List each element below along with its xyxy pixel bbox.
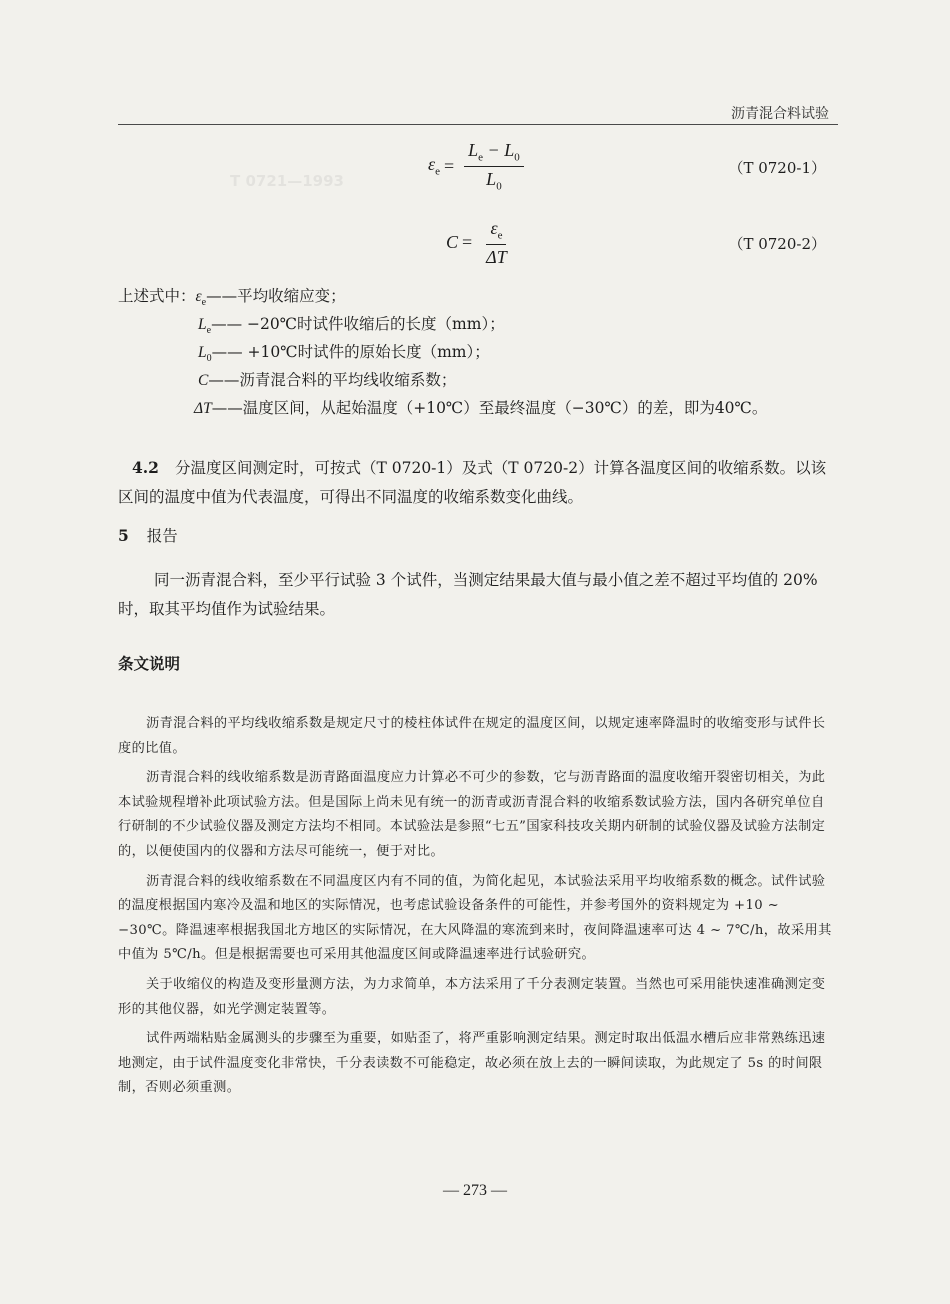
definition-row (118, 282, 767, 310)
formula2-fraction (482, 218, 511, 268)
definition-text: —— −20℃时试件收缩后的长度（mm）； (211, 315, 505, 333)
section-5-heading (118, 524, 178, 546)
definition-row (118, 394, 767, 422)
equation-number-1: （T 0720-1） (728, 159, 826, 177)
definition-row (118, 310, 767, 338)
symbol-definitions (118, 282, 767, 422)
definition-row (118, 366, 767, 394)
notes-paragraph: 沥青混合料的线收缩系数在不同温度区内有不同的值，为简化起见，本试验法采用平均收缩系数的概念。试件试验的温度根据国内寒冷及温和地区的实际情况，也考虑试验设备条件的可能性，并参考国外的资料规定为 +10 ~ −30℃。降温速率根据我国北方地区的实际情况，在大风降温的寒流到来时，夜间降温速率可达 4 ~ 7℃/h，故采用其中值为 5℃/h。但是根据需要也可采用其他温度区间或降温速率进行试验研究。 (118, 873, 832, 963)
formula-t0720-1: $\varepsilon_e$ = $\frac{L_e - L_0}{L_0}$ (428, 140, 524, 192)
formula2-lhs: C (446, 232, 459, 253)
section-5-body: 同一沥青混合料，至少平行试验 3 个试件，当测定结果最大值与最小值之差不超过平均值的 20% 时，取其平均值作为试验结果。 (118, 571, 818, 618)
formula2-numerator: $\varepsilon_e$ (486, 218, 506, 245)
notes-paragraph: 沥青混合料的平均线收缩系数是规定尺寸的棱柱体试件在规定的温度区间，以规定速率降温时的收缩变形与试件长度的比值。 (118, 716, 826, 756)
formula1-numerator: $L_e - L_0$ (464, 140, 524, 167)
clause-text: 分温度区间测定时，可按式（T 0720-1）及式（T 0720-2）计算各温度区间的收缩系数。以该区间的温度中值为代表温度，可得出不同温度的收缩系数变化曲线。 (118, 459, 827, 506)
formula-t0720-2: C = $\frac{\varepsilon_e}{\Delta T}$ (446, 218, 511, 268)
definition-text: ——温度区间，从起始温度（+10℃）至最终温度（−30℃）的差，即为40℃。 (211, 399, 768, 417)
formula1-fraction (464, 140, 524, 192)
header-rule (118, 124, 838, 125)
notes-paragraph: 沥青混合料的线收缩系数是沥青路面温度应力计算必不可少的参数，它与沥青路面的温度收缩开裂密切相关，为此本试验规程增补此项试验方法。但是国际上尚未见有统一的沥青或沥青混合料的收缩系数试验方法，国内各研究单位自行研制的不少试验仪器及测定方法均不相同。本试验法是参照“七五”国家科技攻关期内研制的试验仪器及试验方法制定的，以便使国内的仪器和方法尽可能统一，便于对比。 (118, 770, 826, 859)
notes-title: 条文说明 (118, 655, 181, 673)
definition-text: —— +10℃时试件的原始长度（mm）； (211, 343, 490, 361)
bleed-through-text: T 0721—1993 (230, 172, 344, 190)
formula1-denominator: $L_0$ (486, 168, 502, 193)
definition-symbol: $L_e$ (198, 316, 212, 337)
definition-symbol: C (198, 372, 209, 389)
notes-body (118, 712, 838, 1106)
definition-text: ——沥青混合料的平均线收缩系数； (208, 371, 457, 389)
clause-number: 4.2 (132, 458, 159, 477)
definition-symbol: $\varepsilon_e$ (195, 288, 207, 309)
notes-paragraph: 试件两端粘贴金属测头的步骤至为重要，如贴歪了，将严重影响测定结果。测定时取出低温水槽后应非常熟练迅速地测定，由于试件温度变化非常快，千分表读数不可能稳定，故必须在放上去的一瞬间读取，为此规定了 5s 的时间限制，否则必须重测。 (118, 1031, 826, 1096)
page-number: — 273 — (443, 1182, 507, 1199)
running-header: 沥青混合料试验 (731, 106, 829, 122)
definition-text: ——平均收缩应变； (206, 287, 346, 305)
definition-row (118, 338, 767, 366)
definitions-intro: 上述式中： (118, 287, 196, 305)
formula2-denominator: ΔT (486, 246, 507, 267)
definition-symbol: ΔT (194, 400, 212, 417)
notes-paragraph: 关于收缩仪的构造及变形量测方法，为力求简单，本方法采用了千分表测定装置。当然也可采用能快速准确测定变形的其他仪器，如光学测定装置等。 (118, 976, 826, 1017)
section-number: 5 (118, 526, 129, 545)
equation-number-2: （T 0720-2） (728, 235, 826, 253)
section-title: 报告 (146, 527, 178, 545)
definition-symbol: $L_0$ (198, 344, 212, 365)
formula1-lhs: $\varepsilon_e$ (428, 154, 440, 178)
clause-4-2 (118, 453, 838, 512)
